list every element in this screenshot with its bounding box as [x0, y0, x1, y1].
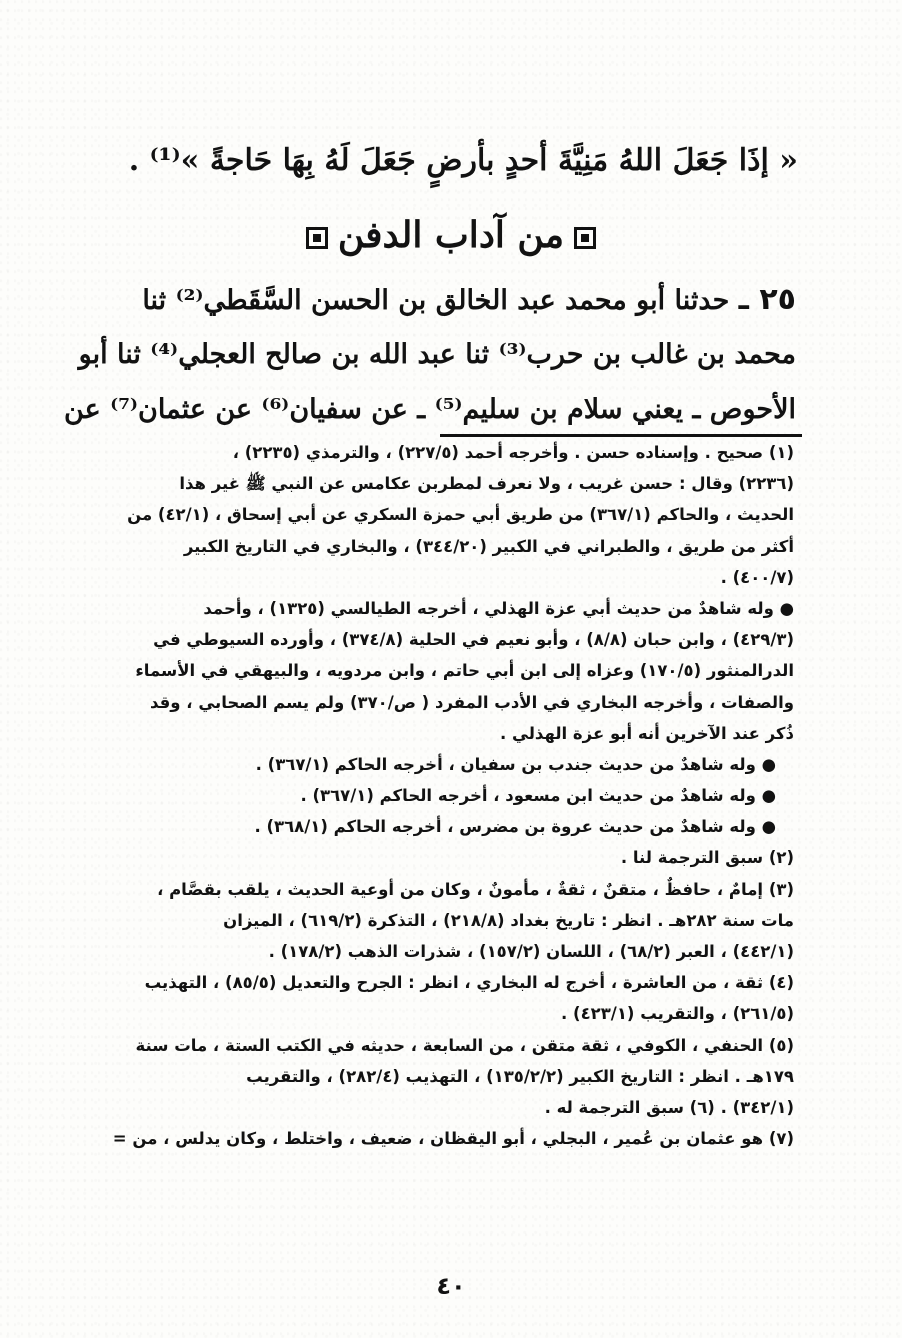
footnote-line: (٥) الحنفي ، الكوفي ، ثقة متقن ، من السابعة ، حديثه في الكتب الستة ، مات سنة [135, 1035, 794, 1055]
footnote-line: مات سنة ٢٨٢هـ . انظر : تاريخ بغداد (٢١٨/٨) ، التذكرة (٦١٩/٢) ، الميزان [223, 910, 794, 930]
footnote-line: (٣٤٢/١) . (٦) سبق الترجمة له . [544, 1097, 794, 1117]
footnote-line: الحديث ، والحاكم (٣٦٧/١) من طريق أبي حمزة السكري عن أبي إسحاق ، (٤٢/١) من [127, 505, 794, 525]
footnote-line: (٤٤٢/١) ، العبر (٦٨/٢) ، اللسان (١٥٧/٢) ، شذرات الذهب (١٧٨/٢) . [268, 942, 794, 961]
footnote-line: (١) صحيح . وإسناده حسن . وأخرجه أحمد (٢٢٧/٥) ، والترمذي (٢٢٣٥) ، [232, 443, 794, 462]
footnote-line: ● وله شاهدٌ من حديث أبي عزة الهذلي ، أخرجه الطيالسي (١٣٢٥) ، وأحمد [203, 598, 794, 618]
hadith-line: محمد بن غالب بن حرب⁽³⁾ ثنا عبد الله بن صالح العجلي⁽⁴⁾ ثنا أبو [78, 339, 796, 370]
section-heading [0, 205, 902, 265]
footnote-line: (٢) سبق الترجمة لنا . [620, 848, 794, 868]
square-ornament-icon [306, 227, 328, 249]
hadith-line: الأحوص ـ يعني سلام بن سليم⁽⁵⁾ ـ عن سفيان⁽⁶⁾ عن عثمان⁽⁷⁾ عن [64, 394, 796, 425]
page-number: ٤٠ [436, 1272, 466, 1300]
footnote-line: (٤) ثقة ، من العاشرة ، أخرج له البخاري ، انظر : الجرح والتعديل (٨٥/٥) ، التهذيب [144, 973, 794, 993]
footnote-line: ذُكر عند الآخرين أنه أبو عزة الهذلي . [500, 723, 794, 743]
footnote-line: والصفات ، وأخرجه البخاري في الأدب المفرد ( ص/٣٧٠) ولم يسم الصحابي ، وقد [149, 692, 794, 712]
hadith-line [136, 272, 796, 327]
footnote-line: (٣) إمامٌ ، حافظٌ ، متقنٌ ، ثقةٌ ، مأمونٌ ، وكان من أوعية الحديث ، يلقب بقصَّام ، [157, 879, 794, 899]
hadith-quote: « إذَا جَعَلَ اللهُ مَنِيَّةَ أحدٍ بأرضٍ جَعَلَ لَهُ بِهَا حَاجةً »⁽¹⁾ . [128, 143, 798, 178]
footnote-line: ١٧٩هـ . انظر : التاريخ الكبير (١٣٥/٢/٢) ، التهذيب (٢٨٢/٤) ، والتقريب [246, 1066, 794, 1086]
footnote-line: (٧) هو عثمان بن عُمير ، البجلي ، أبو اليقظان ، ضعيف ، واختلط ، وكان يدلس ، من = [112, 1129, 794, 1149]
square-ornament-icon [574, 227, 596, 249]
footnotes [112, 437, 794, 1154]
footnote-line: ● وله شاهدٌ من حديث جندب بن سفيان ، أخرجه الحاكم (٣٦٧/١) . [255, 754, 776, 774]
footnote-line: الدرالمنثور (١٧٠/٥) وعزاه إلى ابن أبي حاتم ، وابن مردويه ، والبيهقي في الأسماء [135, 661, 794, 681]
footnote-line: ● وله شاهدٌ من حديث ابن مسعود ، أخرجه الحاكم (٣٦٧/١) . [300, 786, 776, 806]
footnote-line: (٢٦١/٥) ، والتقريب (٤٢٣/١) . [561, 1004, 794, 1024]
hadith-body [64, 272, 796, 437]
section-heading-text: من آداب الدفن [337, 214, 565, 256]
footnote-line: (٤٢٩/٣) ، وابن حبان (٨/٨) ، وأبو نعيم في الحلية (٣٧٤/٨) ، وأورده السيوطي في [153, 630, 794, 650]
footnote-line: (٤٠٠/٧) . [720, 567, 794, 587]
footnote-line: ● وله شاهدٌ من حديث عروة بن مضرس ، أخرجه الحاكم (٣٦٨/١) . [254, 817, 776, 837]
hadith-number: ٢٥ ـ [738, 282, 796, 317]
footnote-line: (٢٢٣٦) وقال : حسن غريب ، ولا نعرف لمطربن عكامس عن النبي ﷺ غير هذا [179, 474, 794, 494]
footnote-line: أكثر من طريق ، والطبراني في الكبير (٣٤٤/٢٠) ، والبخاري في التاريخ الكبير [183, 536, 794, 556]
hadith-line-text: حدثنا أبو محمد عبد الخالق بن الحسن السَّقَطي⁽²⁾ ثنا [142, 285, 730, 316]
